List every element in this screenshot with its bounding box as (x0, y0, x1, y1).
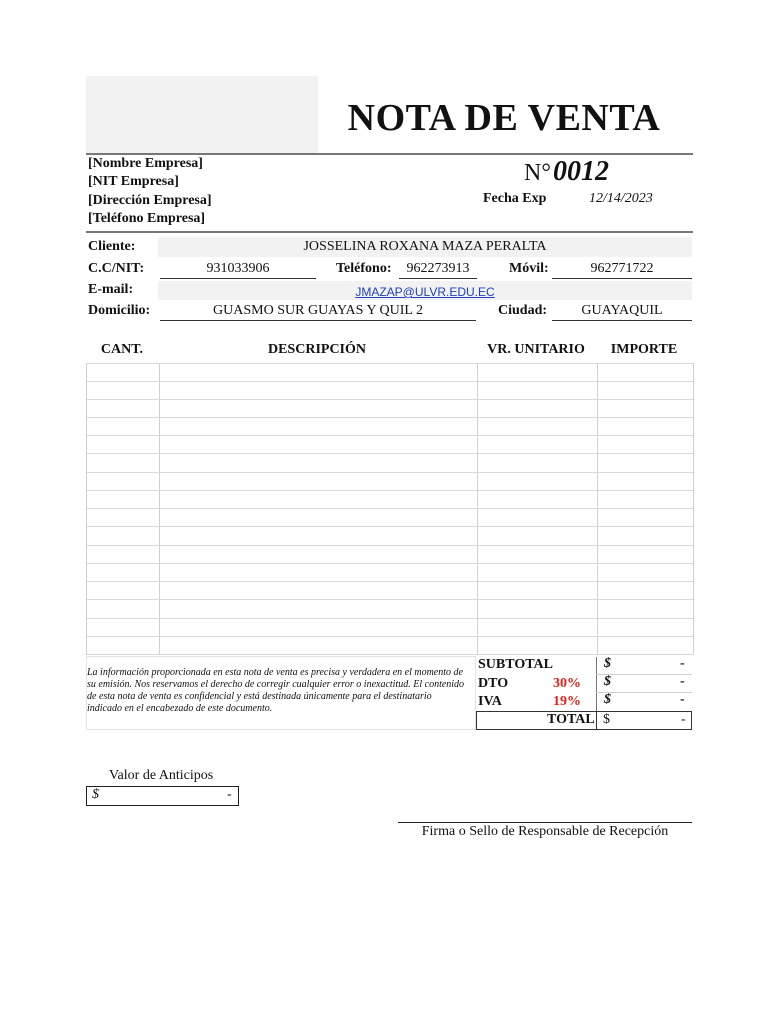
discount-currency: $ (604, 674, 611, 689)
subtotal-label: SUBTOTAL (478, 657, 553, 672)
table-row (87, 381, 693, 382)
client-name: JOSSELINA ROXANA MAZA PERALTA (303, 239, 547, 254)
tax-value: - (680, 692, 685, 707)
address-label: Domicilio: (88, 303, 151, 318)
invoice-number (524, 156, 609, 188)
legal-notice: La información proporcionada en esta nota de venta es precisa y verdadera en el momento de su emisión. Nos reservamos el derecho de corregir cualquier error o inexactitud. El contenido de esta nota de venta es confidencial y está destinada únicamente para el destinatario indicado en el encabezado de este documento. (87, 667, 465, 714)
table-row (87, 399, 693, 400)
col-divider (477, 363, 478, 655)
phone-value: 962273913 (399, 261, 477, 279)
tax-currency: $ (604, 692, 611, 707)
id-value: 931033906 (160, 261, 316, 279)
company-nit: [NIT Empresa] (88, 174, 179, 190)
col-header-amount: IMPORTE (610, 342, 678, 357)
items-table (86, 363, 694, 655)
advance-value: - (227, 787, 232, 802)
company-block (88, 155, 212, 228)
total-value: - (681, 712, 686, 727)
table-row (87, 545, 693, 546)
col-header-qty: CANT. (100, 342, 144, 357)
discount-label: DTO (478, 676, 509, 691)
table-row (87, 363, 693, 364)
company-name: [Nombre Empresa] (88, 156, 203, 171)
signature-label: Firma o Sello de Responsable de Recepción (421, 824, 669, 839)
totals-row-line (596, 674, 692, 675)
totals-row-line (596, 692, 692, 693)
city-label: Ciudad: (498, 303, 548, 318)
phone-label: Teléfono: (336, 261, 392, 276)
table-row (87, 453, 693, 454)
signature-line (398, 822, 692, 823)
table-row (87, 472, 693, 473)
invoice-number-prefix: N° (524, 160, 551, 186)
mobile-label: Móvil: (509, 261, 549, 276)
company-phone: [Teléfono Empresa] (88, 210, 206, 226)
table-row (87, 490, 693, 491)
advance-field (86, 786, 239, 806)
table-row (87, 581, 693, 582)
client-label: Cliente: (88, 239, 136, 254)
table-row (87, 636, 693, 637)
issue-date-value: 12/14/2023 (589, 191, 653, 206)
id-label: C.C/NIT: (88, 261, 145, 276)
col-header-unit-price: VR. UNITARIO (487, 342, 585, 357)
city-value: GUAYAQUIL (552, 303, 692, 321)
table-row (87, 417, 693, 418)
discount-percent: 30% (553, 676, 581, 691)
total-divider (596, 711, 597, 730)
col-divider (597, 363, 598, 655)
divider-middle (86, 231, 693, 233)
mobile-value: 962771722 (552, 261, 692, 279)
col-divider (159, 363, 160, 655)
logo-placeholder (86, 76, 318, 154)
address-value: GUASMO SUR GUAYAS Y QUIL 2 (160, 303, 476, 321)
totals-divider (596, 657, 693, 711)
total-currency: $ (603, 712, 610, 727)
advance-label: Valor de Anticipos (109, 768, 214, 783)
col-header-description: DESCRIPCIÓN (267, 342, 366, 357)
table-row (87, 654, 693, 655)
invoice-number-value: 0012 (552, 156, 609, 187)
email-link[interactable]: JMAZAP@ULVR.EDU.EC (355, 285, 495, 299)
tax-percent: 19% (553, 694, 581, 709)
discount-value: - (680, 674, 685, 689)
issue-date-label: Fecha Exp (483, 191, 547, 206)
table-row (87, 563, 693, 564)
document-title: NOTA DE VENTA (347, 97, 661, 139)
advance-currency: $ (92, 787, 99, 802)
table-row (87, 435, 693, 436)
email-field (160, 283, 690, 301)
total-label: TOTAL (547, 712, 595, 727)
email-label: E-mail: (88, 282, 134, 297)
tax-label: IVA (478, 694, 502, 709)
table-row (87, 599, 693, 600)
subtotal-currency: $ (604, 656, 611, 671)
table-row (87, 508, 693, 509)
table-row (87, 526, 693, 527)
company-address: [Dirección Empresa] (88, 192, 212, 208)
table-row (87, 618, 693, 619)
subtotal-value: - (680, 656, 685, 671)
